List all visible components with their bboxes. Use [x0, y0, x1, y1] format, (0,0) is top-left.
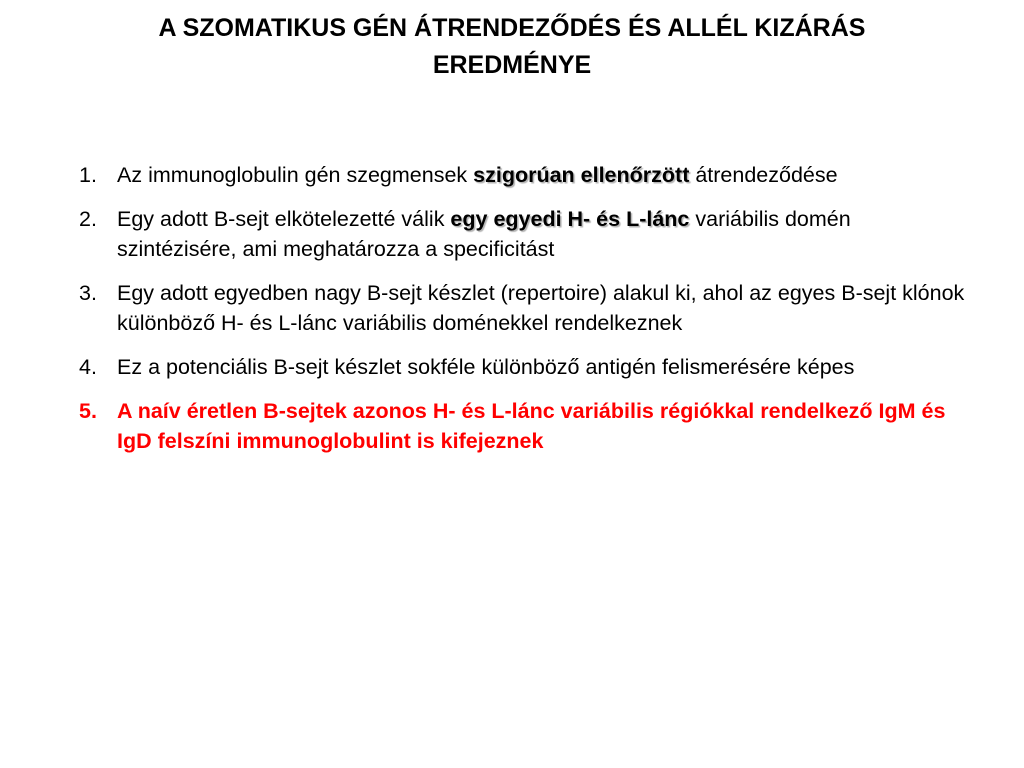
list-item-4	[79, 352, 969, 382]
list-item-text: Az immunoglobulin gén szegmensek	[117, 163, 474, 187]
emphasized-text: egy egyedi H- és L-lánc	[450, 207, 690, 231]
emphasized-text: szigorúan ellenőrzött	[473, 163, 690, 187]
list-item-number: 3.	[79, 281, 97, 305]
list-item-1	[79, 160, 969, 190]
list-item-number: 4.	[79, 355, 97, 379]
list-item-3	[79, 278, 969, 338]
list-item-number: 5.	[79, 399, 97, 423]
slide-title-line-2: EREDMÉNYE	[432, 51, 592, 79]
slide-title	[20, 10, 1004, 84]
numbered-list	[79, 160, 969, 470]
list-item-text: A naív éretlen B-sejtek azonos H- és L-lánc variábilis régiókkal rendelkező IgM és IgD felszíni immunoglobulint is kifejeznek	[117, 399, 946, 453]
list-item-text: átrendeződése	[689, 163, 838, 187]
list-item-text: Egy adott egyedben nagy B-sejt készlet (repertoire) alakul ki, ahol az egyes B-sejt klónok különböző H- és L-lánc variábilis doménekkel rendelkeznek	[117, 281, 965, 335]
list-item-text: Ez a potenciális B-sejt készlet sokféle különböző antigén felismerésére képes	[117, 355, 855, 379]
list-item-text: variábilis domén szintézisére, ami meghatározza a specificitást	[117, 207, 851, 261]
slide-title-line-1: A SZOMATIKUS GÉN ÁTRENDEZŐDÉS ÉS ALLÉL KIZÁRÁS	[158, 14, 866, 42]
list-item-5-highlighted	[79, 396, 969, 456]
list-item-number: 2.	[79, 207, 97, 231]
list-item-number: 1.	[79, 163, 97, 187]
list-item-2	[79, 204, 969, 264]
list-item-text: Egy adott B-sejt elkötelezetté válik	[117, 207, 451, 231]
